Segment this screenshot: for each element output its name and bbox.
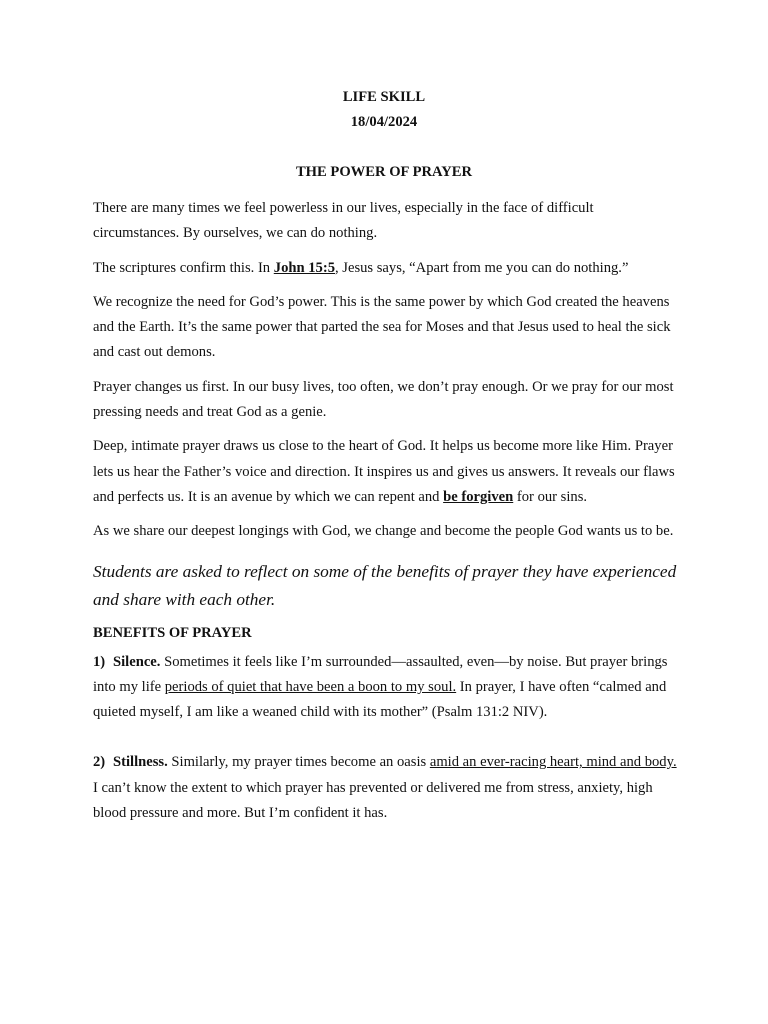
- benefit-number: 2): [93, 754, 106, 771]
- paragraph-2-text-after: , Jesus says, “Apart from me you can do nothing.”: [335, 259, 629, 276]
- document-body: [93, 196, 683, 851]
- benefit-text-after: I can’t know the extent to which prayer has prevented or delivered me from stress, anxiety, high blood pressure and more. But I’m confident it has.: [93, 779, 653, 822]
- benefit-title: Stillness.: [113, 754, 168, 771]
- paragraph-1: There are many times we feel powerless in our lives, especially in the face of difficult circumstances. By ourselves, we can do nothing.: [93, 200, 594, 242]
- paragraph-2-text-before: The scriptures confirm this. In: [93, 259, 274, 276]
- benefits-heading: BENEFITS OF PRAYER: [93, 624, 252, 641]
- paragraph-5-text-before: Deep, intimate prayer draws us close to the heart of God. It helps us become more like Him. Prayer lets us hear the Father’s voice and direction. It inspires us and gives us answers. It reveals our flaws and perfects us. It is an avenue by which we can repent and: [93, 438, 675, 505]
- emphasis-be-forgiven: be forgiven: [443, 488, 514, 505]
- benefit-item-silence: [93, 650, 683, 726]
- benefit-item-stillness: [93, 750, 683, 826]
- scripture-reference: John 15:5: [273, 259, 335, 276]
- benefit-title: Silence.: [113, 653, 161, 670]
- paragraph-3: We recognize the need for God’s power. This is the same power by which God created the heavens and the Earth. It’s the same power that parted the sea for Moses and that Jesus used to heal the sick and cast out demons.: [93, 293, 671, 361]
- document-subject: LIFE SKILL: [342, 89, 426, 105]
- paragraph-6: As we share our deepest longings with God, we change and become the people God wants us to be.: [93, 523, 674, 540]
- document-title: THE POWER OF PRAYER: [295, 164, 473, 180]
- document-date: 18/04/2024: [350, 114, 418, 130]
- benefit-text-after: In prayer, I have often “calmed and quieted myself, I am like a weaned child with its mother” (Psalm 131:2 NIV).: [93, 678, 667, 721]
- paragraph-5: [93, 434, 683, 510]
- benefit-text-before: Similarly, my prayer times become an oasis: [167, 754, 430, 771]
- paragraph-5-text-after: for our sins.: [513, 488, 588, 505]
- benefit-underlined-text: periods of quiet that have been a boon to my soul.: [164, 678, 457, 695]
- student-instruction-note: Students are asked to reflect on some of the benefits of prayer they have experienced and share with each other.: [93, 561, 677, 609]
- benefit-text-before: Sometimes it feels like I’m surrounded—assaulted, even—by noise. But prayer brings into my life: [93, 653, 668, 695]
- paragraph-2: [93, 256, 683, 281]
- benefit-number: 1): [93, 653, 106, 670]
- benefit-underlined-text: amid an ever-racing heart, mind and body.: [429, 754, 677, 771]
- paragraph-4: Prayer changes us first. In our busy lives, too often, we don’t pray enough. Or we pray for our most pressing needs and treat God as a genie.: [93, 378, 674, 421]
